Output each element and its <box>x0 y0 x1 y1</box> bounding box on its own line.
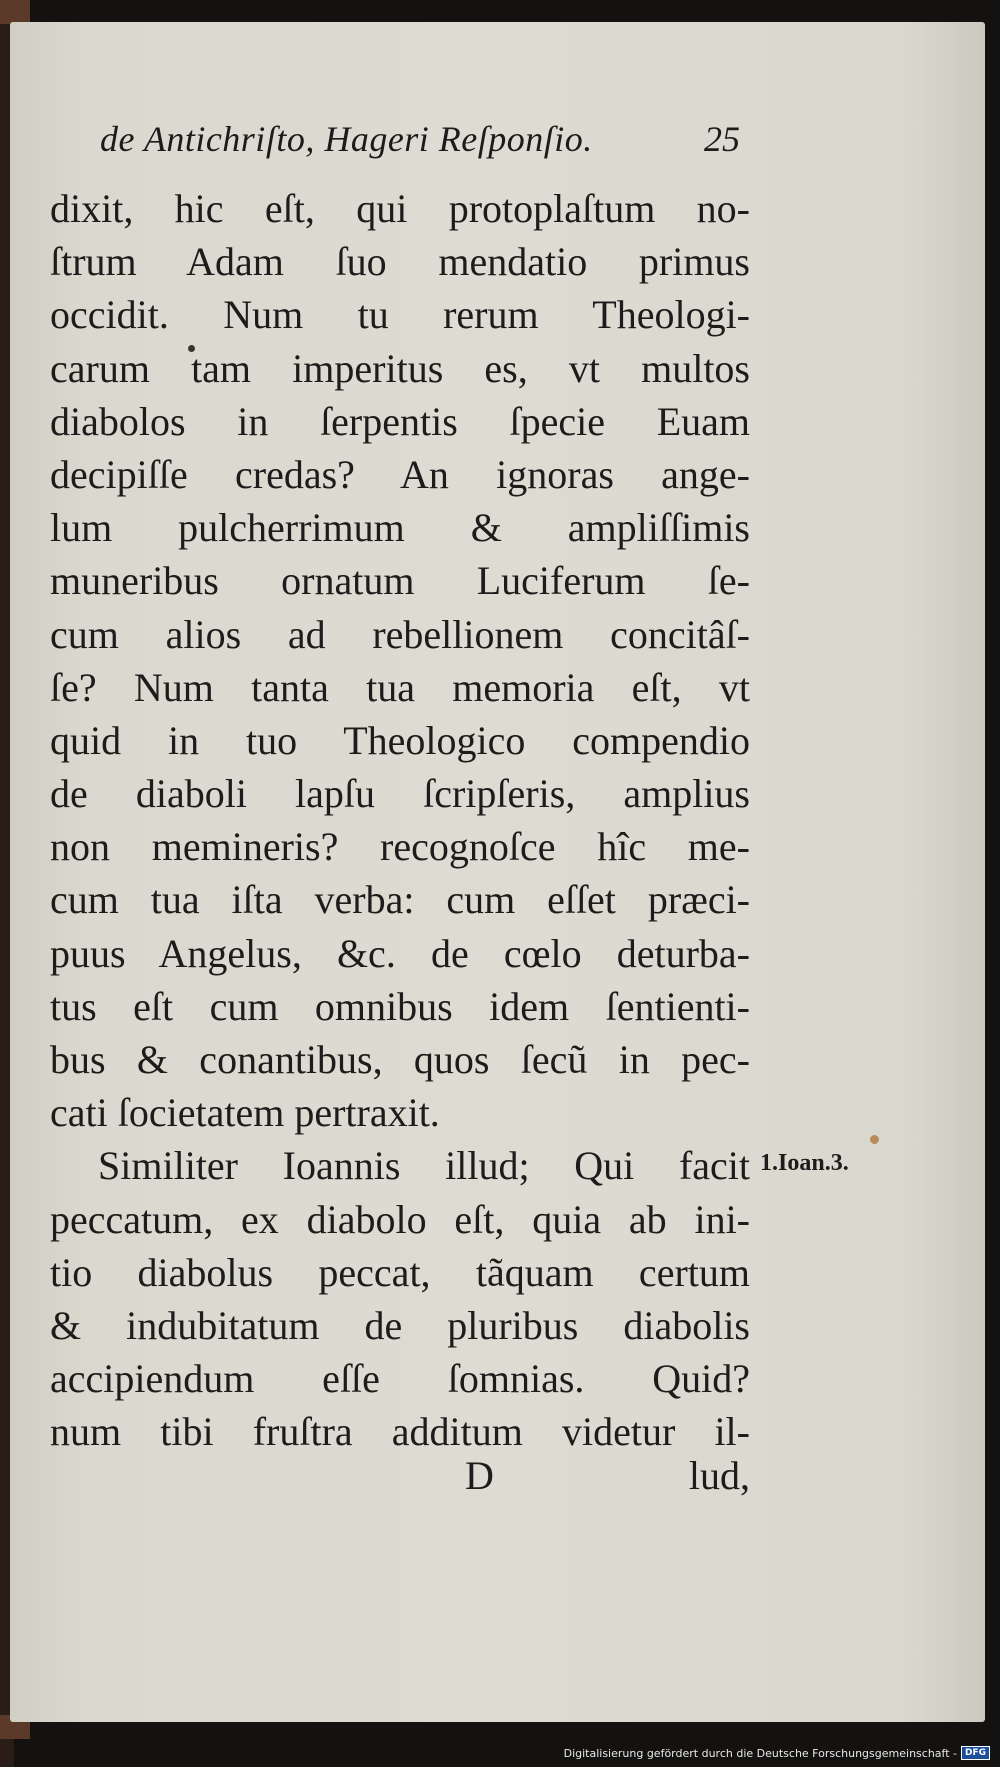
signature-mark: D <box>465 1453 494 1498</box>
text-line: de diaboli lapſu ſcripſeris, amplius <box>50 771 750 817</box>
text-line: cum tua iſta verba: cum eſſet præci- <box>50 877 750 923</box>
text-line: ſe? Num tanta tua memoria eſt, vt <box>50 664 750 710</box>
text-line: decipiſſe credas? An ignoras ange- <box>50 451 750 497</box>
paper-stain <box>870 1135 879 1144</box>
text-line: puus Angelus, &c. de cœlo deturba- <box>50 930 750 976</box>
text-line: cum alios ad rebellionem concitâſ- <box>50 611 750 657</box>
credit-text: Digitalisierung gefördert durch die Deutsche Forschungsgemeinschaft - <box>563 1746 957 1760</box>
text-line: occidit. Num tu rerum Theologi- <box>50 292 750 338</box>
body-text <box>50 182 750 1459</box>
text-line: non memineris? recognoſce hîc me- <box>50 824 750 870</box>
credit-bar <box>564 1745 990 1761</box>
page-footer <box>50 1452 750 1507</box>
text-line: dixit, hic eſt, qui protoplaſtum no- <box>50 186 750 231</box>
text-line: tus eſt cum omnibus idem ſentienti- <box>50 983 750 1029</box>
text-line: accipiendum eſſe ſomnias. Quid? <box>50 1356 750 1402</box>
text-line: & indubitatum de pluribus diabolis <box>50 1302 750 1348</box>
text-line: muneribus ornatum Luciferum ſe- <box>50 558 750 604</box>
text-line: ſtrum Adam ſuo mendatio primus <box>50 239 750 285</box>
text-line: diabolos in ſerpentis ſpecie Euam <box>50 398 750 444</box>
text-line: num tibi fruſtra additum videtur il- <box>50 1409 750 1455</box>
binding-corner <box>0 0 30 24</box>
text-line: quid in tuo Theologico compendio <box>50 717 750 763</box>
text-line: lum pulcherrimum & ampliſſimis <box>50 505 750 551</box>
text-line: peccatum, ex diabolo eſt, quia ab ini- <box>50 1196 750 1242</box>
running-header <box>100 118 740 168</box>
text-line: carum tam imperitus es, vt multos <box>50 345 750 391</box>
text-line: tio diabolus peccat, tãquam certum <box>50 1249 750 1295</box>
text-line: bus & conantibus, quos ſecũ in pec- <box>50 1037 750 1082</box>
dfg-logo: DFG <box>961 1746 990 1760</box>
text-line: Similiter Ioannis illud; Qui facit <box>98 1143 750 1189</box>
text-line: cati ſocietatem pertraxit. <box>50 1090 440 1136</box>
marginal-note: 1.Ioan.3. <box>760 1150 849 1176</box>
running-head: de Antichriſto, Hageri Reſponſio. <box>100 119 593 159</box>
page-number: 25 <box>704 119 740 159</box>
catchword: lud, <box>688 1453 750 1498</box>
